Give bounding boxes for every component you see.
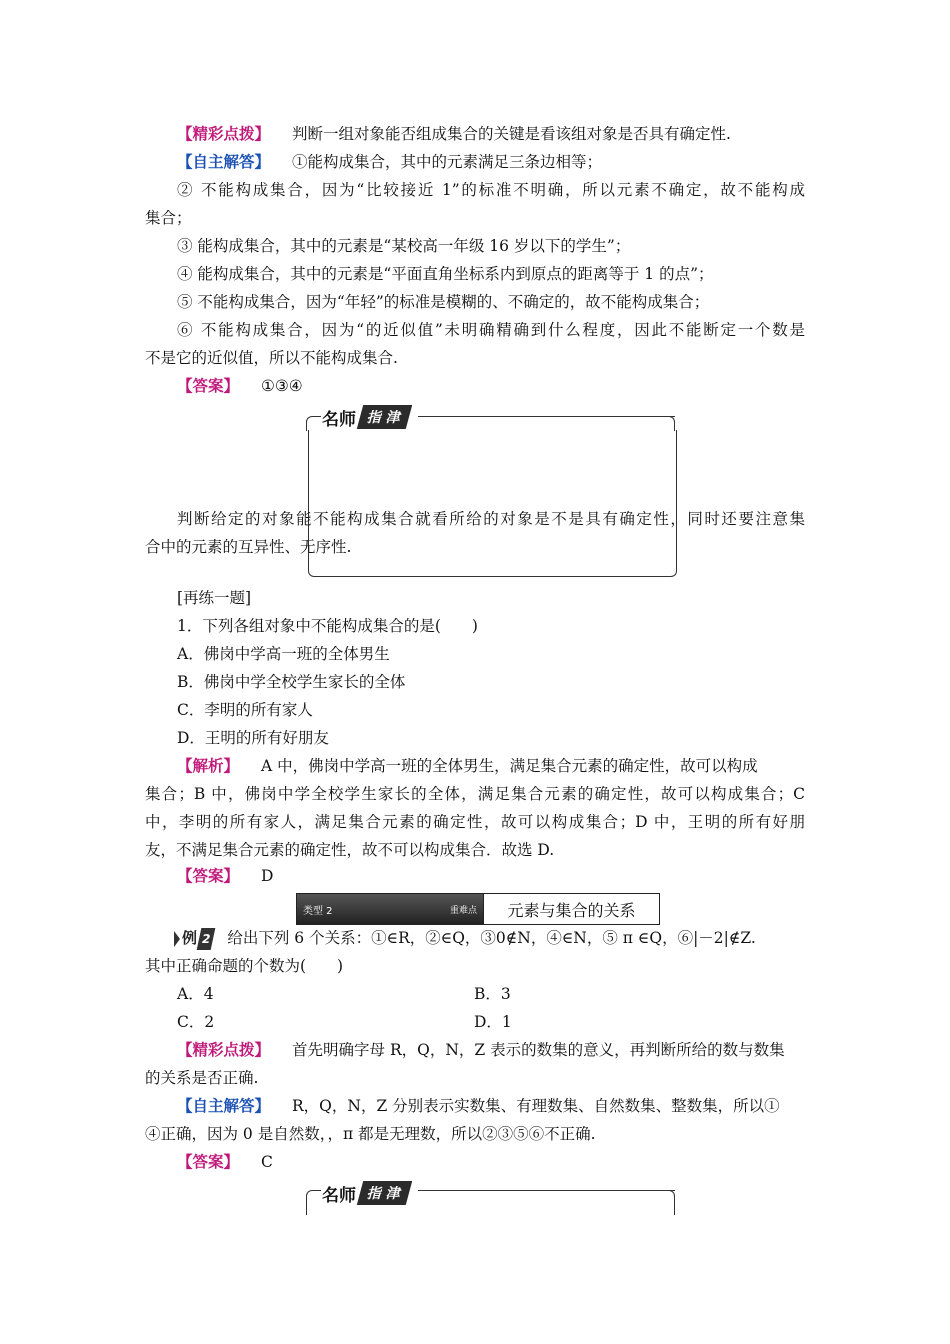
practice-question: 1．下列各组对象中不能构成集合的是( ) [177,617,478,635]
tips-box-corner-right [660,416,675,431]
example2-answer-text: C [261,1153,273,1171]
example-badge [182,928,213,950]
example-badge-num: 2 [197,928,216,950]
tips-header-ming: 名师 [308,405,360,430]
example2-option-c: C．2 [177,1013,215,1031]
example2-solution-line [177,1096,805,1116]
tips-line-2: 合中的元素的互异性、无序性. [145,538,352,556]
example2-answer-tag: 【答案】 [177,1152,240,1171]
example2-hint-line-2: 的关系是否正确. [145,1069,259,1087]
practice-answer-tag: 【答案】 [177,866,240,885]
tips-box-top-line [418,416,675,417]
answer-tag: 【答案】 [177,376,240,395]
analysis-line-2: 集合；B 中，佛岗中学全校学生家长的全体，满足集合元素的确定性，故可以构成集合；C [145,785,805,803]
solution-line-2: ② 不能构成集合，因为“比较接近 1”的标准不明确，所以元素不确定，故不能构成 [177,181,805,199]
example2-solution-text: R，Q，N，Z 分别表示实数集、有理数集、自然数集、整数集，所以① [292,1097,780,1115]
type-label: 类型 2 [303,905,333,917]
type-banner [296,893,660,925]
tips-header-zhi: 指 津 [357,405,412,429]
example2-stem-line-2: 其中正确命题的个数为( ) [145,957,344,975]
example2-option-a: A．4 [177,985,214,1003]
analysis-text: A 中，佛岗中学高一班的全体男生，满足集合元素的确定性，故可以构成 [261,757,758,775]
example2-option-b: B．3 [474,985,511,1003]
solution-line-5: ④ 能构成集合，其中的元素是“平面直角坐标系内到原点的距离等于 1 的点”； [177,265,714,283]
example-badge-li: 例 [182,929,198,947]
example2-stem-line [174,928,814,950]
practice-option-c: C．李明的所有家人 [177,701,313,719]
tips2-box-corner-right [660,1190,675,1215]
tips-header [308,404,409,430]
solution-line-3: 集合； [145,209,192,227]
tips2-box-top-line [418,1190,675,1191]
solution-line-6: ⑤ 不能构成集合，因为“年轻”的标准是模糊的、不确定的，故不能构成集合； [177,293,710,311]
example-marker-icon [174,931,180,947]
practice-option-b: B．佛岗中学全校学生家长的全体 [177,673,406,691]
tips2-header-ming: 名师 [308,1181,360,1206]
solution-line-4: ③ 能构成集合，其中的元素是“某校高一年级 16 岁以下的学生”； [177,237,631,255]
practice-answer-line [177,866,837,886]
example2-solution-line-2: ④正确，因为 0 是自然数，，π 都是无理数，所以②③⑤⑥不正确. [145,1125,596,1143]
example2-option-d: D．1 [474,1013,512,1031]
example2-stem: 给出下列 6 个关系：①∈R，②∈Q，③0∉N，④∈N，⑤ π ∈Q，⑥|－2|∉Z. [227,929,756,947]
practice-option-d: D．王明的所有好朋友 [177,729,329,747]
solution-line-7: ⑥ 不能构成集合，因为“的近似值”未明确精确到什么程度，因此不能断定一个数是 [177,321,805,339]
example2-hint-tag: 【精彩点拨】 [177,1040,271,1059]
example2-answer-line [177,1152,837,1172]
answer-text: ①③④ [261,377,303,395]
hint-tag: 【精彩点拨】 [177,124,271,143]
practice-option-a: A．佛岗中学高一班的全体男生 [177,645,390,663]
key-label: 重难点 [449,905,477,916]
solution-tag: 【自主解答】 [177,152,271,171]
analysis-line [177,756,805,776]
solution-line [177,152,837,172]
solution-line-8: 不是它的近似值，所以不能构成集合. [145,349,398,367]
analysis-line-3: 中，李明的所有家人，满足集合元素的确定性，故可以构成集合；D 中，王明的所有好朋 [145,813,805,831]
example2-solution-tag: 【自主解答】 [177,1096,271,1115]
hint-text: 判断一组对象能否组成集合的关键是看该组对象是否具有确定性. [292,125,731,143]
solution-text: ①能构成集合，其中的元素满足三条边相等； [292,153,603,171]
hint-line [177,124,837,144]
analysis-tag: 【解析】 [177,756,240,775]
answer-line [177,376,837,396]
tips2-box-corner [306,1190,321,1215]
tips-box-corner [306,416,321,431]
type-banner-title: 元素与集合的关系 [483,894,659,924]
example2-hint-line [177,1040,805,1060]
tips2-header-zhi: 指 津 [357,1181,412,1205]
tips2-header [308,1180,409,1206]
analysis-line-4: 友，不满足集合元素的确定性，故不可以构成集合．故选 D. [145,841,555,859]
practice-answer-text: D [261,867,274,885]
example2-hint-text: 首先明确字母 R，Q，N，Z 表示的数集的意义，再判断所给的数与数集 [292,1041,785,1059]
practice-title: [再练一题] [177,589,252,607]
type-banner-label [297,894,483,924]
tips-line-1: 判断给定的对象能不能构成集合就看所给的对象是不是具有确定性，同时还要注意集 [177,510,805,528]
